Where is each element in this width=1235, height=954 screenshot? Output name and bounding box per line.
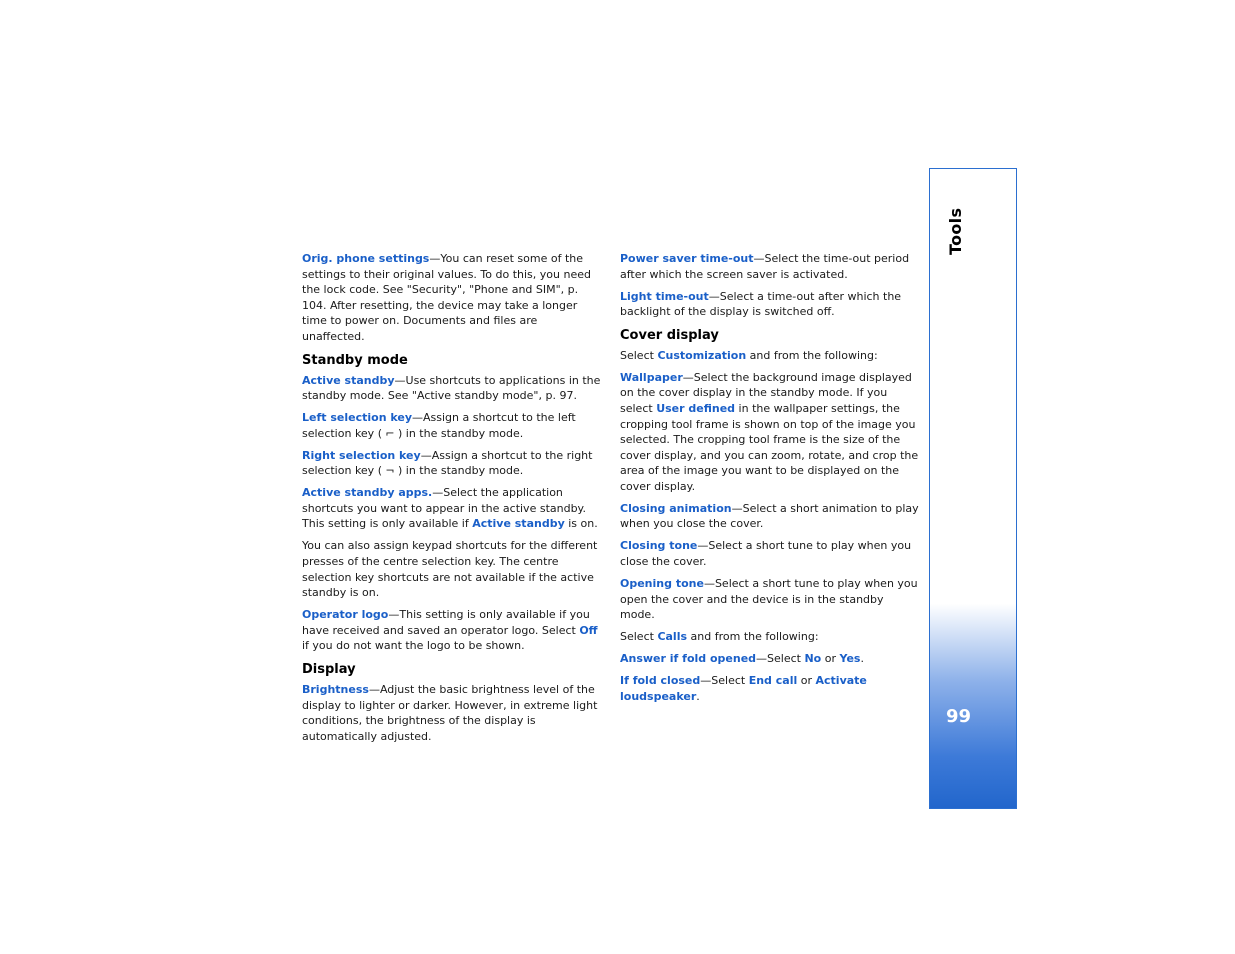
active-standby-apps-paragraph bbox=[302, 485, 602, 532]
term-power-saver-timeout: Power saver time-out bbox=[620, 252, 754, 265]
standby-mode-heading: Standby mode bbox=[302, 352, 408, 368]
term-active-standby-ref: Active standby bbox=[472, 517, 565, 531]
opening-tone-paragraph bbox=[620, 576, 919, 623]
answer-if-fold-opened-paragraph bbox=[620, 651, 919, 667]
operator-logo-text: —This setting is only available if you have received and saved an operator logo. Select bbox=[302, 608, 590, 637]
brightness-paragraph bbox=[302, 682, 602, 744]
select-calls-post: and from the following: bbox=[687, 630, 819, 644]
section-title: Tools bbox=[946, 207, 965, 255]
keypad-shortcuts-paragraph: You can also assign keypad shortcuts for the different presses of the centre selection key. The centre selection key shortcuts are not available if the active standby is on. bbox=[302, 539, 598, 600]
term-customization: Customization bbox=[657, 348, 747, 362]
select-customization-paragraph bbox=[620, 348, 919, 364]
right-selection-key-text-after: ) in the standby mode. bbox=[397, 464, 524, 478]
if-fold-closed-text: —Select bbox=[700, 674, 749, 688]
operator-logo-text-after: if you do not want the logo to be shown. bbox=[302, 639, 525, 653]
wallpaper-text-after: in the wallpaper settings, the cropping tool frame is shown on top of the image you selected. The cropping tool frame is the size of the cover display, and you can zoom, rotate, and crop the area of the image you want to be displayed on the cover display. bbox=[620, 401, 919, 493]
right-selection-key-icon: ¬ bbox=[385, 464, 395, 478]
power-saver-text: —Select the time-out period after which the screen saver is activated. bbox=[620, 252, 910, 281]
power-saver-paragraph bbox=[620, 251, 919, 282]
term-user-defined: User defined bbox=[656, 401, 736, 415]
select-calls-paragraph bbox=[620, 629, 919, 645]
term-if-fold-closed: If fold closed bbox=[620, 674, 701, 688]
left-selection-key-icon: ⌐ bbox=[385, 426, 395, 440]
closing-animation-paragraph bbox=[620, 501, 919, 532]
answer-if-fold-text: —Select bbox=[756, 652, 805, 666]
term-no: No bbox=[804, 652, 822, 666]
wallpaper-text: —Select the background image displayed on the cover display in the standby mode. If you select bbox=[620, 370, 912, 415]
term-active-standby-apps: Active standby apps. bbox=[302, 486, 433, 500]
wallpaper-paragraph bbox=[620, 370, 919, 495]
active-standby-apps-text: —Select the application shortcuts you want to appear in the active standby. This setting is only available if bbox=[302, 486, 586, 531]
term-opening-tone: Opening tone bbox=[620, 577, 704, 591]
if-fold-closed-paragraph bbox=[620, 673, 919, 704]
term-closing-tone: Closing tone bbox=[620, 539, 698, 553]
term-right-selection-key: Right selection key bbox=[302, 448, 421, 462]
operator-logo-paragraph bbox=[302, 607, 602, 654]
right-column bbox=[620, 251, 919, 711]
term-off: Off bbox=[579, 623, 598, 637]
select-customization-pre: Select bbox=[620, 348, 658, 362]
left-selection-key-paragraph bbox=[302, 410, 602, 441]
cover-display-heading: Cover display bbox=[620, 327, 719, 343]
closing-animation-text: —Select a short animation to play when you close the cover. bbox=[620, 501, 919, 531]
term-answer-if-fold-opened: Answer if fold opened bbox=[620, 652, 757, 666]
select-calls-pre: Select bbox=[620, 630, 658, 644]
active-standby-paragraph bbox=[302, 373, 602, 404]
light-timeout-paragraph bbox=[620, 289, 919, 320]
term-closing-animation: Closing animation bbox=[620, 501, 732, 515]
brightness-text: —Adjust the basic brightness level of the display to lighter or darker. However, in extreme light conditions, the brightness of the display is automatically adjusted. bbox=[302, 683, 598, 743]
term-yes: Yes bbox=[839, 652, 861, 666]
term-wallpaper: Wallpaper bbox=[620, 370, 683, 384]
if-fold-closed-mid: or bbox=[797, 674, 816, 688]
active-standby-apps-text-after: is on. bbox=[564, 517, 598, 531]
orig-phone-settings-text: —You can reset some of the settings to their original values. To do this, you need the lock code. See "Security", "Phone and SIM", p. 104. After resetting, the device may take a longer time to power on. Documents and files are unaffected. bbox=[302, 252, 591, 343]
term-end-call: End call bbox=[748, 674, 798, 688]
term-brightness: Brightness bbox=[302, 683, 369, 697]
display-heading: Display bbox=[302, 662, 356, 678]
light-timeout-text: —Select a time-out after which the backlight of the display is switched off. bbox=[620, 289, 902, 319]
right-selection-key-text: —Assign a shortcut to the right selection key ( bbox=[302, 448, 593, 478]
orig-phone-settings-paragraph bbox=[302, 251, 602, 345]
term-left-selection-key: Left selection key bbox=[302, 411, 412, 425]
answer-if-fold-mid: or bbox=[821, 652, 840, 666]
closing-tone-paragraph bbox=[620, 538, 919, 569]
page-number: 99 bbox=[946, 706, 972, 727]
answer-if-fold-end: . bbox=[860, 652, 864, 666]
right-selection-key-paragraph bbox=[302, 448, 602, 479]
left-selection-key-text-after: ) in the standby mode. bbox=[397, 426, 524, 440]
term-activate-loudspeaker: Activate loudspeaker bbox=[620, 674, 867, 703]
active-standby-text: —Use shortcuts to applications in the standby mode. See "Active standby mode", p. 97. bbox=[302, 373, 601, 403]
opening-tone-text: —Select a short tune to play when you open the cover and the device is in the standby mode. bbox=[620, 577, 918, 622]
closing-tone-text: —Select a short tune to play when you close the cover. bbox=[620, 539, 912, 569]
if-fold-closed-end: . bbox=[696, 689, 700, 703]
term-light-timeout: Light time-out bbox=[620, 289, 709, 303]
section-side-tab bbox=[929, 168, 1017, 809]
term-calls: Calls bbox=[657, 630, 688, 644]
term-active-standby: Active standby bbox=[302, 373, 395, 387]
select-customization-post: and from the following: bbox=[746, 348, 878, 362]
left-column bbox=[302, 251, 602, 751]
term-operator-logo: Operator logo bbox=[302, 608, 389, 622]
term-orig-phone-settings: Orig. phone settings bbox=[302, 252, 430, 265]
left-selection-key-text: —Assign a shortcut to the left selection key ( bbox=[302, 411, 576, 440]
